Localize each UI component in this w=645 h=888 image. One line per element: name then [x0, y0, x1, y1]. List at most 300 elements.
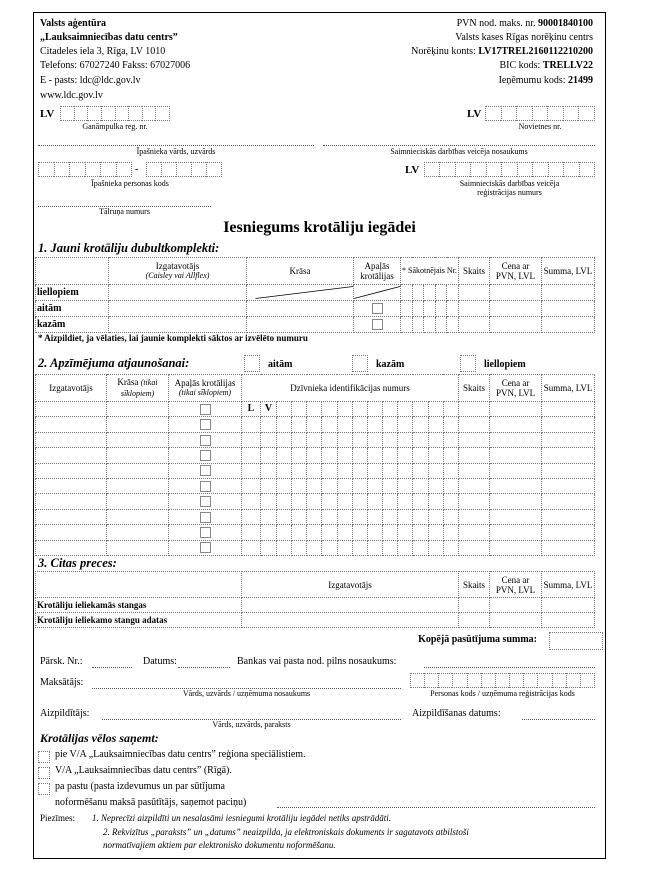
- id-digit-cell[interactable]: [292, 402, 307, 417]
- id-digit-cell[interactable]: [337, 494, 352, 509]
- id-digit-cell[interactable]: [322, 525, 337, 540]
- id-digit-cell[interactable]: [277, 494, 292, 509]
- digit-box[interactable]: [481, 673, 495, 688]
- color-cell[interactable]: [107, 417, 169, 432]
- id-digit-cell[interactable]: [352, 540, 367, 555]
- id-digit-cell[interactable]: [398, 525, 413, 540]
- id-digit-cell[interactable]: [428, 402, 443, 417]
- id-digit-cell[interactable]: [292, 509, 307, 524]
- total-field[interactable]: [549, 632, 603, 650]
- digit-box[interactable]: [501, 162, 516, 177]
- qty-cell[interactable]: [459, 463, 490, 478]
- id-digit-cell[interactable]: [352, 525, 367, 540]
- id-digit-cell[interactable]: [322, 432, 337, 447]
- digit-box[interactable]: [69, 162, 85, 177]
- id-digit-cell[interactable]: [277, 525, 292, 540]
- qty-cell[interactable]: [459, 540, 490, 555]
- id-digit-cell[interactable]: [337, 463, 352, 478]
- id-digit-cell[interactable]: [413, 478, 428, 493]
- id-digit-cell[interactable]: [383, 540, 398, 555]
- id-digit-cell[interactable]: [242, 448, 261, 463]
- id-digit-cell[interactable]: [261, 463, 277, 478]
- round-checkbox[interactable]: [200, 512, 211, 523]
- price-cell[interactable]: [490, 598, 542, 613]
- digit-box[interactable]: [467, 673, 481, 688]
- id-digit-cell[interactable]: [428, 478, 443, 493]
- start-digit[interactable]: [412, 317, 424, 333]
- id-digit-cell[interactable]: [242, 478, 261, 493]
- id-digit-cell[interactable]: [242, 525, 261, 540]
- id-digit-cell[interactable]: [383, 478, 398, 493]
- id-digit-cell[interactable]: [443, 417, 458, 432]
- sum-cell[interactable]: [541, 301, 594, 317]
- color-cell[interactable]: [107, 463, 169, 478]
- id-digit-cell[interactable]: [322, 402, 337, 417]
- id-digit-cell[interactable]: [413, 494, 428, 509]
- maker-cell[interactable]: [36, 494, 107, 509]
- round-checkbox[interactable]: [200, 419, 211, 430]
- sum-cell[interactable]: [542, 525, 595, 540]
- start-digit[interactable]: [424, 301, 436, 317]
- personal-code-part2[interactable]: [146, 162, 222, 177]
- business-name-field[interactable]: [323, 145, 595, 146]
- id-digit-cell[interactable]: [352, 509, 367, 524]
- digit-box[interactable]: [452, 673, 466, 688]
- id-digit-cell[interactable]: [367, 540, 382, 555]
- delivery-option1-checkbox[interactable]: [38, 751, 50, 763]
- maker-cell[interactable]: [109, 285, 247, 301]
- price-cell[interactable]: [490, 402, 542, 417]
- id-digit-cell[interactable]: [307, 417, 322, 432]
- qty-cell[interactable]: [459, 598, 490, 613]
- id-digit-cell[interactable]: [261, 478, 277, 493]
- id-digit-cell[interactable]: [383, 402, 398, 417]
- color-cell[interactable]: [107, 494, 169, 509]
- id-digit-cell[interactable]: [352, 494, 367, 509]
- delivery-option2-checkbox[interactable]: [38, 767, 50, 779]
- id-digit-cell[interactable]: [383, 463, 398, 478]
- cattle-checkbox[interactable]: [460, 355, 476, 372]
- personal-code-part1[interactable]: [38, 162, 132, 177]
- id-digit-cell[interactable]: [277, 509, 292, 524]
- start-digit[interactable]: [401, 317, 413, 333]
- price-cell[interactable]: [489, 301, 541, 317]
- sum-cell[interactable]: [541, 317, 594, 333]
- digit-box[interactable]: [146, 162, 161, 177]
- id-digit-cell[interactable]: [383, 525, 398, 540]
- qty-cell[interactable]: [459, 478, 490, 493]
- digit-box[interactable]: [495, 673, 509, 688]
- id-digit-cell[interactable]: [292, 478, 307, 493]
- id-digit-cell[interactable]: [367, 509, 382, 524]
- color-cell[interactable]: [107, 525, 169, 540]
- id-digit-cell[interactable]: [443, 463, 458, 478]
- start-digit[interactable]: [447, 317, 459, 333]
- price-cell[interactable]: [490, 525, 542, 540]
- start-digit[interactable]: [435, 285, 447, 301]
- id-digit-cell[interactable]: [352, 448, 367, 463]
- id-digit-cell[interactable]: [367, 402, 382, 417]
- sheep-checkbox[interactable]: [244, 355, 260, 372]
- sum-cell[interactable]: [542, 494, 595, 509]
- id-digit-cell[interactable]: [367, 448, 382, 463]
- qty-cell[interactable]: [458, 317, 489, 333]
- maker-cell[interactable]: [109, 317, 247, 333]
- sum-cell[interactable]: [542, 598, 595, 613]
- id-digit-cell[interactable]: [242, 463, 261, 478]
- id-digit-cell[interactable]: [352, 432, 367, 447]
- digit-box[interactable]: [116, 162, 133, 177]
- id-digit-cell[interactable]: [413, 540, 428, 555]
- id-digit-cell[interactable]: [367, 494, 382, 509]
- herd-number-field[interactable]: [60, 106, 170, 121]
- digit-box[interactable]: [532, 106, 548, 121]
- digit-box[interactable]: [424, 162, 439, 177]
- maker-cell[interactable]: [36, 478, 107, 493]
- digit-box[interactable]: [54, 162, 70, 177]
- id-digit-cell[interactable]: [322, 509, 337, 524]
- digit-box[interactable]: [38, 162, 54, 177]
- color-cell[interactable]: [247, 301, 354, 317]
- id-digit-cell[interactable]: [398, 463, 413, 478]
- goats-checkbox[interactable]: [352, 355, 368, 372]
- id-digit-cell[interactable]: [307, 540, 322, 555]
- maker-cell[interactable]: [109, 301, 247, 317]
- id-digit-cell[interactable]: [428, 417, 443, 432]
- qty-cell[interactable]: [459, 448, 490, 463]
- digit-box[interactable]: [501, 106, 517, 121]
- digit-box[interactable]: [438, 673, 452, 688]
- id-digit-cell[interactable]: [367, 463, 382, 478]
- price-cell[interactable]: [490, 540, 542, 555]
- bank-name-field[interactable]: [424, 667, 595, 668]
- digit-box[interactable]: [439, 162, 454, 177]
- qty-cell[interactable]: [459, 417, 490, 432]
- id-digit-cell[interactable]: [383, 494, 398, 509]
- id-digit-cell[interactable]: [242, 417, 261, 432]
- round-checkbox[interactable]: [372, 303, 383, 314]
- digit-box[interactable]: [101, 106, 115, 121]
- color-cell[interactable]: [107, 509, 169, 524]
- digit-box[interactable]: [115, 106, 129, 121]
- qty-cell[interactable]: [458, 301, 489, 317]
- id-digit-cell[interactable]: [398, 494, 413, 509]
- maker-cell[interactable]: [36, 525, 107, 540]
- round-checkbox[interactable]: [200, 542, 211, 553]
- id-digit-cell[interactable]: [307, 509, 322, 524]
- id-digit-cell[interactable]: [428, 448, 443, 463]
- id-digit-cell[interactable]: [443, 478, 458, 493]
- sum-cell[interactable]: [542, 402, 595, 417]
- price-cell[interactable]: [490, 613, 542, 628]
- qty-cell[interactable]: [459, 509, 490, 524]
- digit-box[interactable]: [532, 162, 547, 177]
- id-digit-cell[interactable]: [398, 432, 413, 447]
- start-digit[interactable]: [435, 301, 447, 317]
- id-digit-cell[interactable]: [398, 402, 413, 417]
- id-digit-cell[interactable]: [352, 417, 367, 432]
- id-digit-cell[interactable]: [398, 478, 413, 493]
- digit-box[interactable]: [486, 162, 501, 177]
- qty-cell[interactable]: [459, 613, 490, 628]
- digit-box[interactable]: [537, 673, 551, 688]
- round-checkbox[interactable]: [200, 465, 211, 476]
- id-digit-cell[interactable]: [242, 540, 261, 555]
- digit-box[interactable]: [548, 162, 563, 177]
- id-digit-cell[interactable]: [413, 509, 428, 524]
- id-digit-cell[interactable]: [337, 448, 352, 463]
- id-digit-cell[interactable]: [292, 417, 307, 432]
- report-no-field[interactable]: [92, 667, 132, 668]
- digit-box[interactable]: [128, 106, 142, 121]
- maker-cell[interactable]: [242, 598, 459, 613]
- id-digit-cell[interactable]: [277, 478, 292, 493]
- digit-box[interactable]: [580, 673, 595, 688]
- digit-box[interactable]: [206, 162, 222, 177]
- id-digit-cell[interactable]: [337, 417, 352, 432]
- delivery-address-field[interactable]: [277, 807, 595, 808]
- id-digit-cell[interactable]: [443, 525, 458, 540]
- id-digit-cell[interactable]: [292, 525, 307, 540]
- id-digit-cell[interactable]: [383, 417, 398, 432]
- start-digit[interactable]: [447, 301, 459, 317]
- id-digit-cell[interactable]: [277, 448, 292, 463]
- start-digit[interactable]: [424, 317, 436, 333]
- sum-cell[interactable]: [542, 540, 595, 555]
- id-digit-cell[interactable]: [292, 432, 307, 447]
- start-digit[interactable]: [447, 285, 459, 301]
- id-digit-cell[interactable]: [242, 509, 261, 524]
- id-digit-cell[interactable]: [352, 463, 367, 478]
- round-checkbox[interactable]: [200, 527, 211, 538]
- qty-cell[interactable]: [459, 494, 490, 509]
- digit-box[interactable]: [470, 162, 485, 177]
- round-checkbox[interactable]: [200, 450, 211, 461]
- round-checkbox[interactable]: [200, 481, 211, 492]
- id-digit-cell[interactable]: [261, 432, 277, 447]
- id-digit-cell[interactable]: [337, 509, 352, 524]
- price-cell[interactable]: [490, 448, 542, 463]
- digit-box[interactable]: [563, 106, 579, 121]
- price-cell[interactable]: [490, 478, 542, 493]
- id-digit-cell[interactable]: [261, 494, 277, 509]
- round-checkbox[interactable]: [200, 496, 211, 507]
- digit-box[interactable]: [100, 162, 116, 177]
- id-digit-cell[interactable]: [337, 478, 352, 493]
- id-digit-cell[interactable]: [337, 540, 352, 555]
- sum-cell[interactable]: [542, 509, 595, 524]
- id-digit-cell[interactable]: [443, 494, 458, 509]
- id-digit-cell[interactable]: [322, 540, 337, 555]
- id-digit-cell[interactable]: [307, 448, 322, 463]
- id-digit-cell[interactable]: [367, 525, 382, 540]
- round-checkbox[interactable]: [200, 435, 211, 446]
- price-cell[interactable]: [490, 417, 542, 432]
- id-digit-cell[interactable]: [242, 494, 261, 509]
- id-digit-cell[interactable]: [443, 540, 458, 555]
- maker-cell[interactable]: [36, 402, 107, 417]
- id-digit-cell[interactable]: [443, 432, 458, 447]
- digit-box[interactable]: [547, 106, 563, 121]
- id-digit-cell[interactable]: [443, 509, 458, 524]
- digit-box[interactable]: [85, 162, 101, 177]
- id-digit-cell[interactable]: [428, 494, 443, 509]
- digit-box[interactable]: [74, 106, 88, 121]
- id-digit-cell[interactable]: [398, 540, 413, 555]
- id-digit-cell[interactable]: [322, 478, 337, 493]
- id-digit-cell[interactable]: [367, 417, 382, 432]
- digit-box[interactable]: [142, 106, 156, 121]
- id-digit-cell[interactable]: [277, 540, 292, 555]
- id-digit-cell[interactable]: [413, 525, 428, 540]
- id-digit-cell[interactable]: [413, 463, 428, 478]
- id-digit-cell[interactable]: [443, 402, 458, 417]
- digit-box[interactable]: [566, 673, 580, 688]
- id-digit-cell[interactable]: [322, 417, 337, 432]
- maker-cell[interactable]: [36, 432, 107, 447]
- id-digit-cell[interactable]: [307, 463, 322, 478]
- digit-box[interactable]: [485, 106, 501, 121]
- price-cell[interactable]: [490, 509, 542, 524]
- round-checkbox[interactable]: [200, 404, 211, 415]
- digit-box[interactable]: [523, 673, 537, 688]
- sum-cell[interactable]: [542, 432, 595, 447]
- id-digit-cell[interactable]: [413, 402, 428, 417]
- id-digit-cell[interactable]: [322, 463, 337, 478]
- id-digit-cell[interactable]: [428, 540, 443, 555]
- id-digit-cell[interactable]: [413, 432, 428, 447]
- digit-box[interactable]: [509, 673, 523, 688]
- color-cell[interactable]: [107, 478, 169, 493]
- id-digit-cell[interactable]: [428, 463, 443, 478]
- digit-box[interactable]: [517, 162, 532, 177]
- id-digit-cell[interactable]: [292, 494, 307, 509]
- id-digit-cell[interactable]: [413, 417, 428, 432]
- id-digit-cell[interactable]: [307, 432, 322, 447]
- start-digit[interactable]: [412, 301, 424, 317]
- digit-box[interactable]: [410, 673, 424, 688]
- id-digit-cell[interactable]: [322, 494, 337, 509]
- qty-cell[interactable]: [459, 525, 490, 540]
- color-cell[interactable]: [247, 317, 354, 333]
- price-cell[interactable]: [490, 494, 542, 509]
- maker-cell[interactable]: [36, 448, 107, 463]
- payer-code-field[interactable]: [410, 673, 595, 688]
- id-digit-cell[interactable]: [413, 448, 428, 463]
- color-cell[interactable]: [107, 432, 169, 447]
- id-digit-cell[interactable]: [383, 432, 398, 447]
- id-digit-cell[interactable]: [261, 540, 277, 555]
- id-digit-cell[interactable]: [367, 478, 382, 493]
- start-digit[interactable]: [412, 285, 424, 301]
- id-digit-cell[interactable]: [428, 525, 443, 540]
- owner-name-field[interactable]: [38, 145, 314, 146]
- id-digit-cell[interactable]: [261, 509, 277, 524]
- digit-box[interactable]: [563, 162, 578, 177]
- sum-cell[interactable]: [542, 417, 595, 432]
- id-digit-cell[interactable]: [322, 448, 337, 463]
- start-digit[interactable]: [424, 285, 436, 301]
- maker-cell[interactable]: [36, 540, 107, 555]
- digit-box[interactable]: [578, 106, 595, 121]
- id-digit-cell[interactable]: [261, 417, 277, 432]
- id-digit-cell[interactable]: [307, 494, 322, 509]
- start-digit[interactable]: [401, 301, 413, 317]
- sum-cell[interactable]: [542, 478, 595, 493]
- maker-cell[interactable]: [36, 509, 107, 524]
- digit-box[interactable]: [191, 162, 206, 177]
- id-digit-cell[interactable]: [428, 509, 443, 524]
- start-digit[interactable]: [401, 285, 413, 301]
- qty-cell[interactable]: [459, 402, 490, 417]
- digit-box[interactable]: [579, 162, 595, 177]
- sum-cell[interactable]: [542, 463, 595, 478]
- id-digit-cell[interactable]: [398, 509, 413, 524]
- color-cell[interactable]: [107, 540, 169, 555]
- id-digit-cell[interactable]: [277, 402, 292, 417]
- id-digit-cell[interactable]: [398, 417, 413, 432]
- id-digit-cell[interactable]: [352, 478, 367, 493]
- id-digit-cell[interactable]: [242, 432, 261, 447]
- start-digit[interactable]: [435, 317, 447, 333]
- fill-date-field[interactable]: [522, 719, 595, 720]
- price-cell[interactable]: [489, 317, 541, 333]
- maker-cell[interactable]: [36, 417, 107, 432]
- digit-box[interactable]: [424, 673, 438, 688]
- color-cell[interactable]: [107, 448, 169, 463]
- id-digit-cell[interactable]: [383, 448, 398, 463]
- color-cell[interactable]: [107, 402, 169, 417]
- id-digit-cell[interactable]: [383, 509, 398, 524]
- id-digit-cell[interactable]: [337, 525, 352, 540]
- price-cell[interactable]: [489, 285, 541, 301]
- digit-box[interactable]: [155, 106, 170, 121]
- maker-cell[interactable]: [242, 613, 459, 628]
- id-digit-cell[interactable]: [277, 432, 292, 447]
- digit-box[interactable]: [516, 106, 532, 121]
- delivery-option3-checkbox[interactable]: [38, 783, 50, 795]
- id-digit-cell[interactable]: [261, 448, 277, 463]
- id-digit-cell[interactable]: [307, 478, 322, 493]
- price-cell[interactable]: [490, 432, 542, 447]
- id-digit-cell[interactable]: [277, 463, 292, 478]
- id-digit-cell[interactable]: [428, 432, 443, 447]
- sum-cell[interactable]: [542, 448, 595, 463]
- id-digit-cell[interactable]: [292, 448, 307, 463]
- id-digit-cell[interactable]: [367, 432, 382, 447]
- id-digit-cell[interactable]: [337, 432, 352, 447]
- holding-number-field[interactable]: [485, 106, 595, 121]
- digit-box[interactable]: [60, 106, 74, 121]
- digit-box[interactable]: [455, 162, 470, 177]
- id-digit-cell[interactable]: [398, 448, 413, 463]
- round-checkbox[interactable]: [372, 319, 383, 330]
- date-field[interactable]: [178, 667, 230, 668]
- id-digit-cell[interactable]: [443, 448, 458, 463]
- qty-cell[interactable]: [459, 432, 490, 447]
- id-digit-cell[interactable]: [292, 463, 307, 478]
- id-digit-cell[interactable]: [307, 525, 322, 540]
- digit-box[interactable]: [176, 162, 191, 177]
- maker-cell[interactable]: [36, 463, 107, 478]
- id-digit-cell[interactable]: [261, 525, 277, 540]
- digit-box[interactable]: [161, 162, 176, 177]
- sum-cell[interactable]: [542, 613, 595, 628]
- digit-box[interactable]: [87, 106, 101, 121]
- id-digit-cell[interactable]: [337, 402, 352, 417]
- price-cell[interactable]: [490, 463, 542, 478]
- id-digit-cell[interactable]: [277, 417, 292, 432]
